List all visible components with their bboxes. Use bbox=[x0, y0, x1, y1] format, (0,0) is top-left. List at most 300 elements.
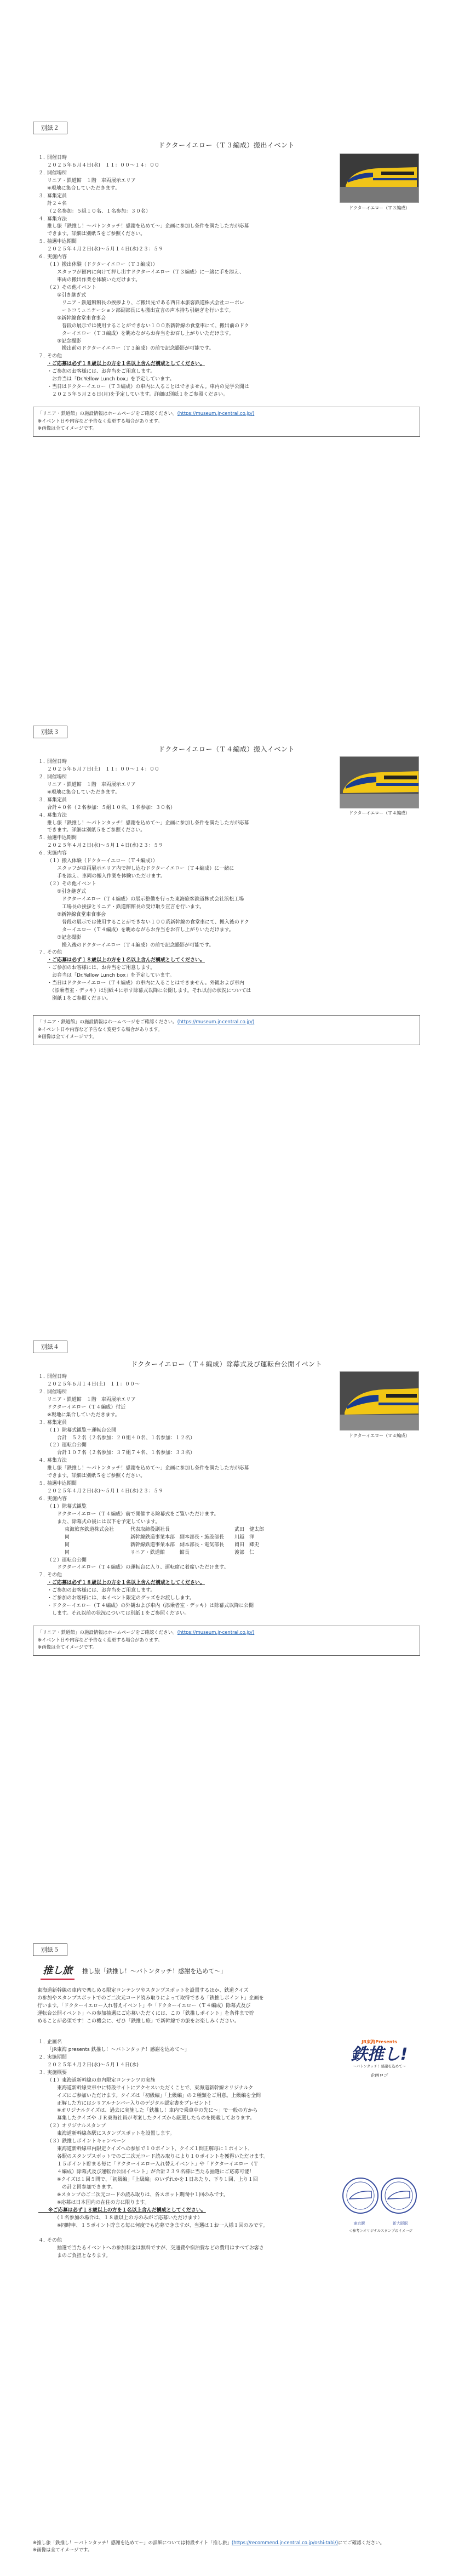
doc-line bbox=[38, 2199, 337, 2207]
line-text: ※クイズは１回５問で、「初級編」「上級編」のいずれかを１日あたり、下り１回、上り１回 bbox=[47, 2176, 258, 2182]
doc-line bbox=[38, 2130, 337, 2138]
doc-line bbox=[38, 1435, 312, 1443]
line-text: 工場長の挨拶とリニア・鉄道館館長の受け取り宣言を行います。 bbox=[47, 904, 205, 910]
doc-line bbox=[38, 1404, 312, 1412]
line-text: 正解した方にはシリアルナンバー入りのデジタル認定書をプレゼント！ bbox=[47, 2100, 214, 2106]
intro-line: 運転台公開イベント」への参加抽選にご応募いただくには、この「鉄推しポイント」を条件まで貯 bbox=[37, 2010, 255, 2016]
line-number bbox=[38, 345, 47, 353]
line-text: ターイエロー（Ｔ３編成）を眺めながらお弁当をお召し上がりいただけます。 bbox=[47, 330, 234, 337]
line-text: ２０２５年６月１４日(土) １１：００～ bbox=[47, 1381, 140, 1387]
line-text: 合計 ５２名（２名参加：２０組４０名、１名参加：１２名） bbox=[47, 1435, 196, 1441]
doc-line bbox=[38, 155, 301, 162]
doc-line bbox=[38, 873, 301, 881]
line-number: １． bbox=[38, 155, 49, 161]
line-number bbox=[38, 2253, 47, 2260]
line-text: （１）除幕式観覧 bbox=[47, 1503, 87, 1509]
line-text: 普段の展示では使用することができない１００系新幹線の食堂車にて、搬出前のドク bbox=[47, 323, 249, 329]
doc-line bbox=[38, 782, 301, 789]
doc-line bbox=[38, 284, 301, 292]
doc-line bbox=[38, 269, 301, 277]
line-number: ６． bbox=[38, 254, 49, 260]
stamp-shinosaka: 新大阪駅 bbox=[392, 2221, 408, 2226]
line-number bbox=[38, 185, 47, 193]
line-number bbox=[38, 223, 47, 231]
other-note: ・ご参加のお客様には、お弁当をご用意します。 bbox=[47, 369, 156, 375]
note-image: ※画像は全てイメージです。 bbox=[38, 1645, 98, 1651]
line-text: ２０２５年４月２日(水)～５月１４日(水)２３：５９ bbox=[47, 1489, 164, 1495]
line-number: ３． bbox=[38, 2070, 49, 2076]
doc-line bbox=[38, 1412, 312, 1420]
line-text: ①引き継ぎ式 bbox=[47, 888, 87, 894]
note-change: ※イベント日や内容など予告なく変更する場合があります。 bbox=[38, 1027, 163, 1033]
doc-line bbox=[38, 2184, 337, 2192]
line-number bbox=[38, 2093, 47, 2100]
line-text: 募集方法 bbox=[47, 812, 67, 818]
train-photo bbox=[340, 153, 419, 203]
line-number bbox=[38, 323, 47, 330]
line-number bbox=[38, 2123, 47, 2130]
train-photo bbox=[340, 756, 419, 808]
doc-line bbox=[38, 1488, 312, 1496]
other-note: ２０２５年５月２６日(月)を予定しています。詳細は別紙１をご参照ください。 bbox=[47, 392, 228, 398]
stamp-caption: ＜参考＞オリジナルスタンプのイメージ bbox=[348, 2228, 413, 2233]
line-number bbox=[38, 911, 47, 919]
line-text: ①引き継ぎ式 bbox=[47, 292, 87, 298]
doc-line bbox=[38, 1442, 312, 1450]
section-bessi-2 bbox=[33, 122, 420, 461]
note-image: ※画像は全てイメージです。 bbox=[38, 1034, 98, 1040]
photo-caption: ドクターイエロー（Ｔ３編成） bbox=[348, 206, 410, 210]
attendee-row bbox=[65, 1534, 312, 1542]
doc-line bbox=[38, 2222, 337, 2230]
line-text: その他 bbox=[47, 354, 62, 360]
campaign-logo bbox=[340, 2039, 419, 2091]
line-number bbox=[38, 2215, 47, 2222]
line-text: リニア・鉄道館 １階 車両展示エリア bbox=[47, 178, 136, 184]
doc-line bbox=[38, 1557, 312, 1565]
doc-line bbox=[38, 300, 301, 307]
line-text: 推し旅「鉄推し！～パトンタッチ！感謝を込めて～」企画に参加し条件を満たした方が応募 bbox=[47, 1466, 249, 1472]
line-number: ６． bbox=[38, 1496, 49, 1502]
line-text: （２）運転台公開 bbox=[47, 1557, 87, 1563]
attendee-row bbox=[65, 1549, 312, 1557]
doc-line bbox=[38, 842, 301, 850]
line-text: 抽選で当たるイベントへの参加料金は無料ですが、交通費や宿泊費などの費用はすべてお客さ bbox=[47, 2246, 264, 2252]
doc-line bbox=[38, 1427, 312, 1435]
doc-line bbox=[38, 1519, 312, 1526]
doc-line bbox=[38, 330, 301, 338]
line-number: ５． bbox=[38, 1481, 49, 1487]
line-number bbox=[38, 2138, 47, 2146]
line-number bbox=[38, 2184, 47, 2192]
doc-line bbox=[38, 216, 301, 224]
line-number bbox=[38, 1511, 47, 1519]
line-number bbox=[38, 942, 47, 950]
doc-line bbox=[38, 2062, 337, 2070]
doc-line bbox=[38, 858, 301, 865]
line-number: ７． bbox=[38, 950, 49, 956]
line-number bbox=[38, 315, 47, 323]
doctor-yellow-train-image bbox=[340, 1372, 419, 1431]
note-text: 「リニア・鉄道館」の施設情報はホームページをご確認ください。 bbox=[38, 411, 177, 417]
section-title: ドクターイエロー（Ｔ４編成）搬入イベント bbox=[158, 745, 295, 753]
oshitabi-header bbox=[41, 1963, 226, 1980]
oshitabi-link[interactable]: (https://recommend.jr-central.co.jp/oshi-tabi/) bbox=[231, 2540, 339, 2546]
line-number bbox=[38, 1564, 47, 1572]
line-text: ターイエロー（Ｔ４編成）を眺めながらお弁当をお召し上がりいただけます。 bbox=[47, 927, 234, 933]
line-text: ドクターイエロー（Ｔ４編成）の運転台に入り、運転席に着席いただけます。 bbox=[47, 1565, 229, 1571]
line-number bbox=[38, 178, 47, 185]
doc-line bbox=[38, 307, 301, 315]
line-number bbox=[38, 2153, 47, 2161]
section-body bbox=[38, 1374, 312, 1618]
other-note: ・ドクターイエロー（Ｔ４編成）の外観および車内（添乗者室・デッキ）は除幕式以降に公開 bbox=[47, 1603, 254, 1609]
section-body bbox=[38, 759, 301, 1003]
line-text: （２）その他イベント bbox=[47, 881, 97, 887]
line-number: ２． bbox=[38, 170, 49, 176]
line-text: 開催場所 bbox=[47, 774, 67, 780]
line-text: 実施内容 bbox=[47, 851, 67, 857]
doc-line bbox=[38, 1503, 312, 1511]
line-text: 開催日時 bbox=[47, 1374, 67, 1380]
important-note: ・ご応募は必ず１８歳以上の方を１名以上含んだ構成としてください。 bbox=[47, 1580, 205, 1586]
line-number bbox=[38, 789, 47, 797]
line-text: 実施内容 bbox=[47, 254, 67, 260]
doc-line bbox=[38, 323, 301, 330]
line-number bbox=[38, 261, 47, 269]
doc-line bbox=[38, 277, 301, 284]
line-text: スタッフが館内に向けて押し出すドクターイエロー（Ｔ３編成）に一緒に手を添え、 bbox=[47, 270, 244, 276]
line-number bbox=[38, 2130, 47, 2138]
doc-line bbox=[38, 2146, 337, 2153]
line-number bbox=[38, 1503, 47, 1511]
line-text: ※同時申、１５ポイント貯まる毎に何度でも応募できますが、当選は１お一人様１回のみです。 bbox=[47, 2222, 268, 2229]
line-number bbox=[38, 805, 47, 812]
doc-line bbox=[38, 835, 301, 842]
attendee-row bbox=[65, 1526, 312, 1534]
museum-link[interactable]: (https://museum.jr-central.co.jp/) bbox=[177, 1019, 255, 1025]
intro-line: 行います。「ドクターイエロー入れ替えイベント」や「ドクターイエロー（Ｔ４編成）除幕式及び bbox=[37, 2003, 251, 2009]
line-number bbox=[38, 1473, 47, 1480]
line-number: ７． bbox=[38, 1572, 49, 1578]
stamp-icons bbox=[340, 2174, 422, 2218]
line-number: ５． bbox=[38, 239, 49, 245]
line-text: できます。詳細は別紙５をご参照ください。 bbox=[47, 828, 146, 834]
line-text: ドクターイエロー（Ｔ４編成）の展示整備を行った東海旅客鉄道株式会社浜松工場 bbox=[47, 896, 244, 902]
section-title: ドクターイエロー（Ｔ４編成）除幕式及び運転台公開イベント bbox=[130, 1360, 323, 1368]
photo-caption: ドクターイエロー（Ｔ４編成） bbox=[348, 1433, 410, 1438]
line-number: １． bbox=[38, 2039, 49, 2045]
line-number bbox=[38, 2062, 47, 2070]
line-number: ２． bbox=[38, 1389, 49, 1395]
line-text: 東海道新幹線車内限定クイズへの参加で１０ポイント、クイズ１問正解毎に１ポイント、 bbox=[47, 2146, 253, 2152]
line-number bbox=[38, 2230, 47, 2237]
line-text: 開催場所 bbox=[47, 1389, 67, 1395]
line-number bbox=[38, 246, 47, 254]
doc-line bbox=[38, 2100, 337, 2108]
doc-line bbox=[38, 201, 301, 208]
doc-line bbox=[38, 2253, 337, 2260]
line-text: ③記念撮影 bbox=[47, 338, 82, 344]
museum-link[interactable]: (https://museum.jr-central.co.jp/) bbox=[177, 411, 255, 417]
line-text: （１）除幕式観覧＋運転台公開 bbox=[47, 1427, 117, 1433]
line-text: リニア・鉄道館 １階 車両展示エリア bbox=[47, 782, 136, 788]
line-number bbox=[38, 919, 47, 927]
line-number: ２． bbox=[38, 2054, 49, 2060]
line-number bbox=[38, 284, 47, 292]
line-text: その他 bbox=[47, 950, 62, 956]
line-number bbox=[38, 1450, 47, 1457]
section-tag: 別紙５ bbox=[33, 1944, 67, 1956]
doc-line bbox=[38, 919, 301, 927]
line-number bbox=[38, 888, 47, 896]
line-number bbox=[38, 1397, 47, 1404]
line-number bbox=[38, 2222, 47, 2230]
line-text: （１名参加の場合は、１８歳以上の方のみがご応募いただけます） bbox=[47, 2215, 203, 2221]
line-text: （２）運転台公開 bbox=[47, 1443, 87, 1449]
section-title: ドクターイエロー（Ｔ３編成）搬出イベント bbox=[158, 141, 295, 149]
line-number bbox=[38, 865, 47, 873]
line-number bbox=[38, 2245, 47, 2253]
line-number bbox=[38, 330, 47, 338]
line-number: １． bbox=[38, 1374, 49, 1380]
line-text: 普段の展示では使用することができない１００系新幹線の食堂車にて、搬入後のドク bbox=[47, 919, 249, 925]
facility-note bbox=[33, 1626, 420, 1656]
doc-line bbox=[38, 1564, 312, 1572]
line-text: 手を添え、車両の搬入作業を体験いただけます。 bbox=[47, 874, 165, 880]
line-text: 実施内容 bbox=[47, 1496, 67, 1502]
other-note: ・ご参加のお客様には、本イベント限定のグッズをお渡しします。 bbox=[47, 1595, 194, 1602]
other-note: （添乗者室・デッキ）は別紙４に示す除幕式以降に公開します。それ以前の状況については bbox=[47, 988, 251, 994]
stamp-images bbox=[340, 2174, 422, 2239]
line-text: 募集方法 bbox=[47, 1458, 67, 1464]
doc-line bbox=[38, 812, 301, 820]
doc-line bbox=[38, 338, 301, 346]
line-text: の計２回参加できます。 bbox=[47, 2184, 116, 2190]
doc-line bbox=[38, 1480, 312, 1488]
other-note: 別紙１をご参照ください。 bbox=[47, 996, 112, 1002]
line-number bbox=[38, 904, 47, 911]
line-number bbox=[38, 292, 47, 300]
line-text: 開催日時 bbox=[47, 759, 67, 765]
note-change: ※イベント日や内容など予告なく変更する場合があります。 bbox=[38, 1637, 163, 1643]
note-image: ※画像は全てイメージです。 bbox=[38, 426, 98, 432]
note-text: 「リニア・鉄道館」の施設情報はホームページをご確認ください。 bbox=[38, 1019, 177, 1025]
line-text: ２０２５年４月２日(水)～５月１４日(水) bbox=[47, 2062, 139, 2068]
doc-line bbox=[38, 896, 301, 904]
doc-line bbox=[38, 827, 301, 835]
doc-line bbox=[38, 1397, 312, 1404]
line-text: 募集定員 bbox=[47, 193, 67, 199]
foot-image-note: ※画像は全てイメージです。 bbox=[33, 2547, 93, 2554]
line-number bbox=[38, 231, 47, 238]
doc-line bbox=[38, 2085, 337, 2093]
line-text: ２０２５年６月７日(土) １１：００～１４：００ bbox=[47, 766, 160, 772]
line-text: できます。詳細は別紙５をご参照ください。 bbox=[47, 1473, 146, 1479]
line-text: 実施概要 bbox=[47, 2070, 67, 2076]
doc-line bbox=[38, 2192, 337, 2199]
doctor-yellow-train-image bbox=[340, 757, 419, 808]
doc-line bbox=[38, 759, 301, 766]
attendee-cell: 川越 洋 bbox=[234, 1534, 255, 1540]
attendee-cell: 東海旅客鉄道株式会社 bbox=[65, 1526, 114, 1532]
doc-line bbox=[38, 2107, 337, 2115]
doc-line bbox=[38, 805, 301, 812]
section-bessi-4 bbox=[33, 1341, 420, 1659]
line-text: また、除幕式の後には以下を予定しています。 bbox=[47, 1519, 160, 1525]
doc-line bbox=[38, 2093, 337, 2100]
line-number bbox=[38, 2146, 47, 2153]
section-tag: 別紙４ bbox=[33, 1341, 67, 1353]
doc-line bbox=[38, 2115, 337, 2123]
line-number: ３． bbox=[38, 1420, 49, 1426]
line-number bbox=[38, 201, 47, 208]
doc-line bbox=[38, 238, 301, 246]
line-number bbox=[38, 858, 47, 865]
doc-line bbox=[38, 820, 301, 828]
line-text: （３）鉄推しポイントキャンペーン bbox=[47, 2139, 126, 2145]
line-number: ３． bbox=[38, 797, 49, 803]
line-text: 計２４名 bbox=[47, 201, 67, 207]
line-text: １５ポイント貯まる毎に「ドクターイエロー入れ替えイベント」や「ドクターイエロー（Ｔ bbox=[47, 2162, 259, 2167]
intro-line: めることが必須です！この機会に、ぜひ「鉄推し旅」で新幹線での旅をお楽しみください。 bbox=[37, 2018, 240, 2024]
line-number bbox=[38, 2107, 47, 2115]
section-bessi-3 bbox=[33, 726, 420, 1055]
line-number bbox=[38, 873, 47, 881]
doc-line bbox=[38, 927, 301, 934]
line-number bbox=[38, 1557, 47, 1565]
doc-line bbox=[38, 2070, 337, 2077]
note-text: 「リニア・鉄道館」の施設情報はホームページをご確認ください。 bbox=[38, 1630, 177, 1635]
line-number bbox=[38, 300, 47, 307]
badge-main: 鉄推し! bbox=[351, 2045, 408, 2065]
line-text: 東海道新幹線各駅にスタンプスポットを設置します。 bbox=[47, 2131, 175, 2137]
doc-line bbox=[38, 881, 301, 888]
line-text: ※オリジナルクイズは、過去に実施した「鉄推し！車内で乗車中の先に～」で一般の方から bbox=[47, 2108, 258, 2114]
stamp-tokyo: 東京駅 bbox=[353, 2221, 365, 2226]
line-number bbox=[38, 277, 47, 284]
line-text: 実施期間 bbox=[47, 2054, 67, 2060]
doc-line bbox=[38, 949, 301, 957]
line-number bbox=[38, 1442, 47, 1450]
doc-line bbox=[38, 2138, 337, 2146]
line-text: ※応募は日本国内の在住の方に限ります。 bbox=[47, 2199, 150, 2205]
attendee-cell: 新幹線鉄道事業本部 副本部長・電気部長 bbox=[130, 1542, 225, 1548]
line-text: ※現地に集合していただきます。 bbox=[47, 789, 120, 795]
section-tag: 別紙２ bbox=[33, 122, 67, 134]
line-text: 搬入後のドクターイエロー（Ｔ４編成）の前で記念撮影が可能です。 bbox=[47, 942, 214, 948]
line-text: 開催場所 bbox=[47, 170, 67, 176]
line-number bbox=[38, 1381, 47, 1389]
line-text: ドクターイエロー（Ｔ４編成）前で開催する除幕式をご覧いただけます。 bbox=[47, 1511, 219, 1517]
foot-text: ※推し旅「鉄推し！〜バトンタッチ！感謝を込めて〜」の詳細については特設サイト「推し旅」 bbox=[33, 2540, 232, 2546]
line-text: ４編成）除幕式及び運転台公開イベント」が合計２３９名様に当たる抽選にご応募可能！ bbox=[47, 2169, 255, 2175]
doc-line bbox=[38, 1374, 312, 1381]
line-text: 募集方法 bbox=[47, 216, 67, 222]
line-number bbox=[38, 2115, 47, 2123]
attendee-cell: 同 bbox=[65, 1549, 70, 1555]
doc-line bbox=[38, 2123, 337, 2130]
line-number bbox=[38, 782, 47, 789]
attendee-cell: 渡部 仁 bbox=[234, 1549, 255, 1555]
line-text: ②新幹線食堂車食事会 bbox=[47, 911, 106, 917]
line-text bbox=[47, 2230, 49, 2237]
oshitabi-logo: 推し旅 bbox=[41, 1963, 74, 1980]
foot-text-2: にてご確認ください。 bbox=[338, 2540, 385, 2546]
attendee-cell: 代表取締役副社長 bbox=[130, 1526, 170, 1532]
line-text: 合計４０名（２名参加：５組１０名、１名参加：３０名） bbox=[47, 805, 176, 811]
doc-line bbox=[38, 208, 301, 216]
museum-link[interactable]: (https://museum.jr-central.co.jp/) bbox=[177, 1630, 255, 1635]
line-text: 合計１０７名（２名参加：３７組７４名、１名参加：３３名） bbox=[47, 1450, 196, 1456]
line-text: できます。詳細は別紙５をご参照ください。 bbox=[47, 231, 146, 237]
footer-notes bbox=[33, 2540, 420, 2554]
line-text: 募集定員 bbox=[47, 1420, 67, 1426]
line-number bbox=[38, 162, 47, 170]
section-body bbox=[38, 155, 301, 399]
doc-line bbox=[38, 261, 301, 269]
other-note: お弁当は「Dr.Yellow Lunch box」を予定しています。 bbox=[47, 973, 175, 979]
other-note: ・当日はドクターイエロー（Ｔ４編成）の車内に入ることはできません。外観および車内 bbox=[47, 981, 244, 987]
doc-line bbox=[38, 223, 301, 231]
section-body bbox=[38, 2039, 337, 2260]
line-text: （２名参加：５組１０名、１名参加：３０名） bbox=[47, 208, 151, 214]
line-text: ②新幹線食堂車食事会 bbox=[47, 315, 106, 321]
doc-line bbox=[38, 2077, 337, 2085]
line-number bbox=[38, 827, 47, 835]
doc-line bbox=[38, 2161, 337, 2169]
doc-line bbox=[38, 789, 301, 797]
doc-line bbox=[38, 1450, 312, 1457]
line-number bbox=[38, 208, 47, 216]
line-number: ４． bbox=[38, 812, 49, 818]
intro-text bbox=[37, 1987, 421, 2026]
other-note: ・当日はドクターイエロー（Ｔ３編成）の車内に入ることはできません。車内の見学公開は bbox=[47, 384, 249, 390]
doctor-yellow-train-image bbox=[340, 154, 419, 203]
line-number bbox=[38, 896, 47, 904]
line-number bbox=[38, 338, 47, 346]
line-text: （２）その他イベント bbox=[47, 284, 97, 290]
doc-line bbox=[38, 911, 301, 919]
doc-line bbox=[38, 942, 301, 950]
line-text: その他 bbox=[47, 1572, 62, 1578]
doc-line bbox=[38, 231, 301, 238]
doc-line bbox=[38, 888, 301, 896]
doc-line bbox=[38, 315, 301, 323]
line-text: リニア・鉄道館館長の挨拶より、ご搬出先である西日本旅客鉄道株式会社コーポレ bbox=[47, 300, 244, 306]
other-note: します。それ以前の状況については別紙１をご参照ください。 bbox=[47, 1611, 190, 1617]
doc-line bbox=[38, 185, 301, 193]
line-text: 「JR東海 presents 鉄推し！～バトンタッチ！感謝を込めて～」 bbox=[47, 2047, 190, 2053]
line-text: リニア・鉄道館 １階 車両展示エリア bbox=[47, 1397, 136, 1403]
line-text: スタッフが車両展示エリア内で押し込むドクターイエロー（Ｔ４編成）に一緒に bbox=[47, 866, 234, 872]
line-number: ４． bbox=[38, 216, 49, 222]
line-number bbox=[38, 2085, 47, 2093]
intro-line: の参加やスタンプスポットでのご二次元コード読み取りによって取得できる「鉄推しポイント」企画を bbox=[37, 1995, 264, 2001]
other-note: ・ご参加のお客様には、お弁当をご用意します。 bbox=[47, 965, 156, 971]
line-text: 車両の搬出作業を体験いただけます。 bbox=[47, 277, 141, 283]
doc-line bbox=[38, 254, 301, 261]
line-text: ※スタンプのご二次元コードの読み取りは、各スポット期間中１回のみです。 bbox=[47, 2192, 228, 2198]
line-text: ２０２５年４月２日(水)～５月１４日(水)２３：５９ bbox=[47, 247, 164, 253]
doc-line bbox=[38, 1420, 312, 1427]
line-text: （２）オリジナルスタンプ bbox=[47, 2123, 106, 2129]
doc-line bbox=[38, 904, 301, 911]
line-text: ドクターイエロー（Ｔ４編成）付近 bbox=[47, 1404, 126, 1410]
line-number bbox=[38, 2176, 47, 2184]
line-text: 搬出前のドクターイエロー（Ｔ３編成）の前で記念撮影が可能です。 bbox=[47, 346, 214, 352]
line-text: 募集定員 bbox=[47, 797, 67, 803]
